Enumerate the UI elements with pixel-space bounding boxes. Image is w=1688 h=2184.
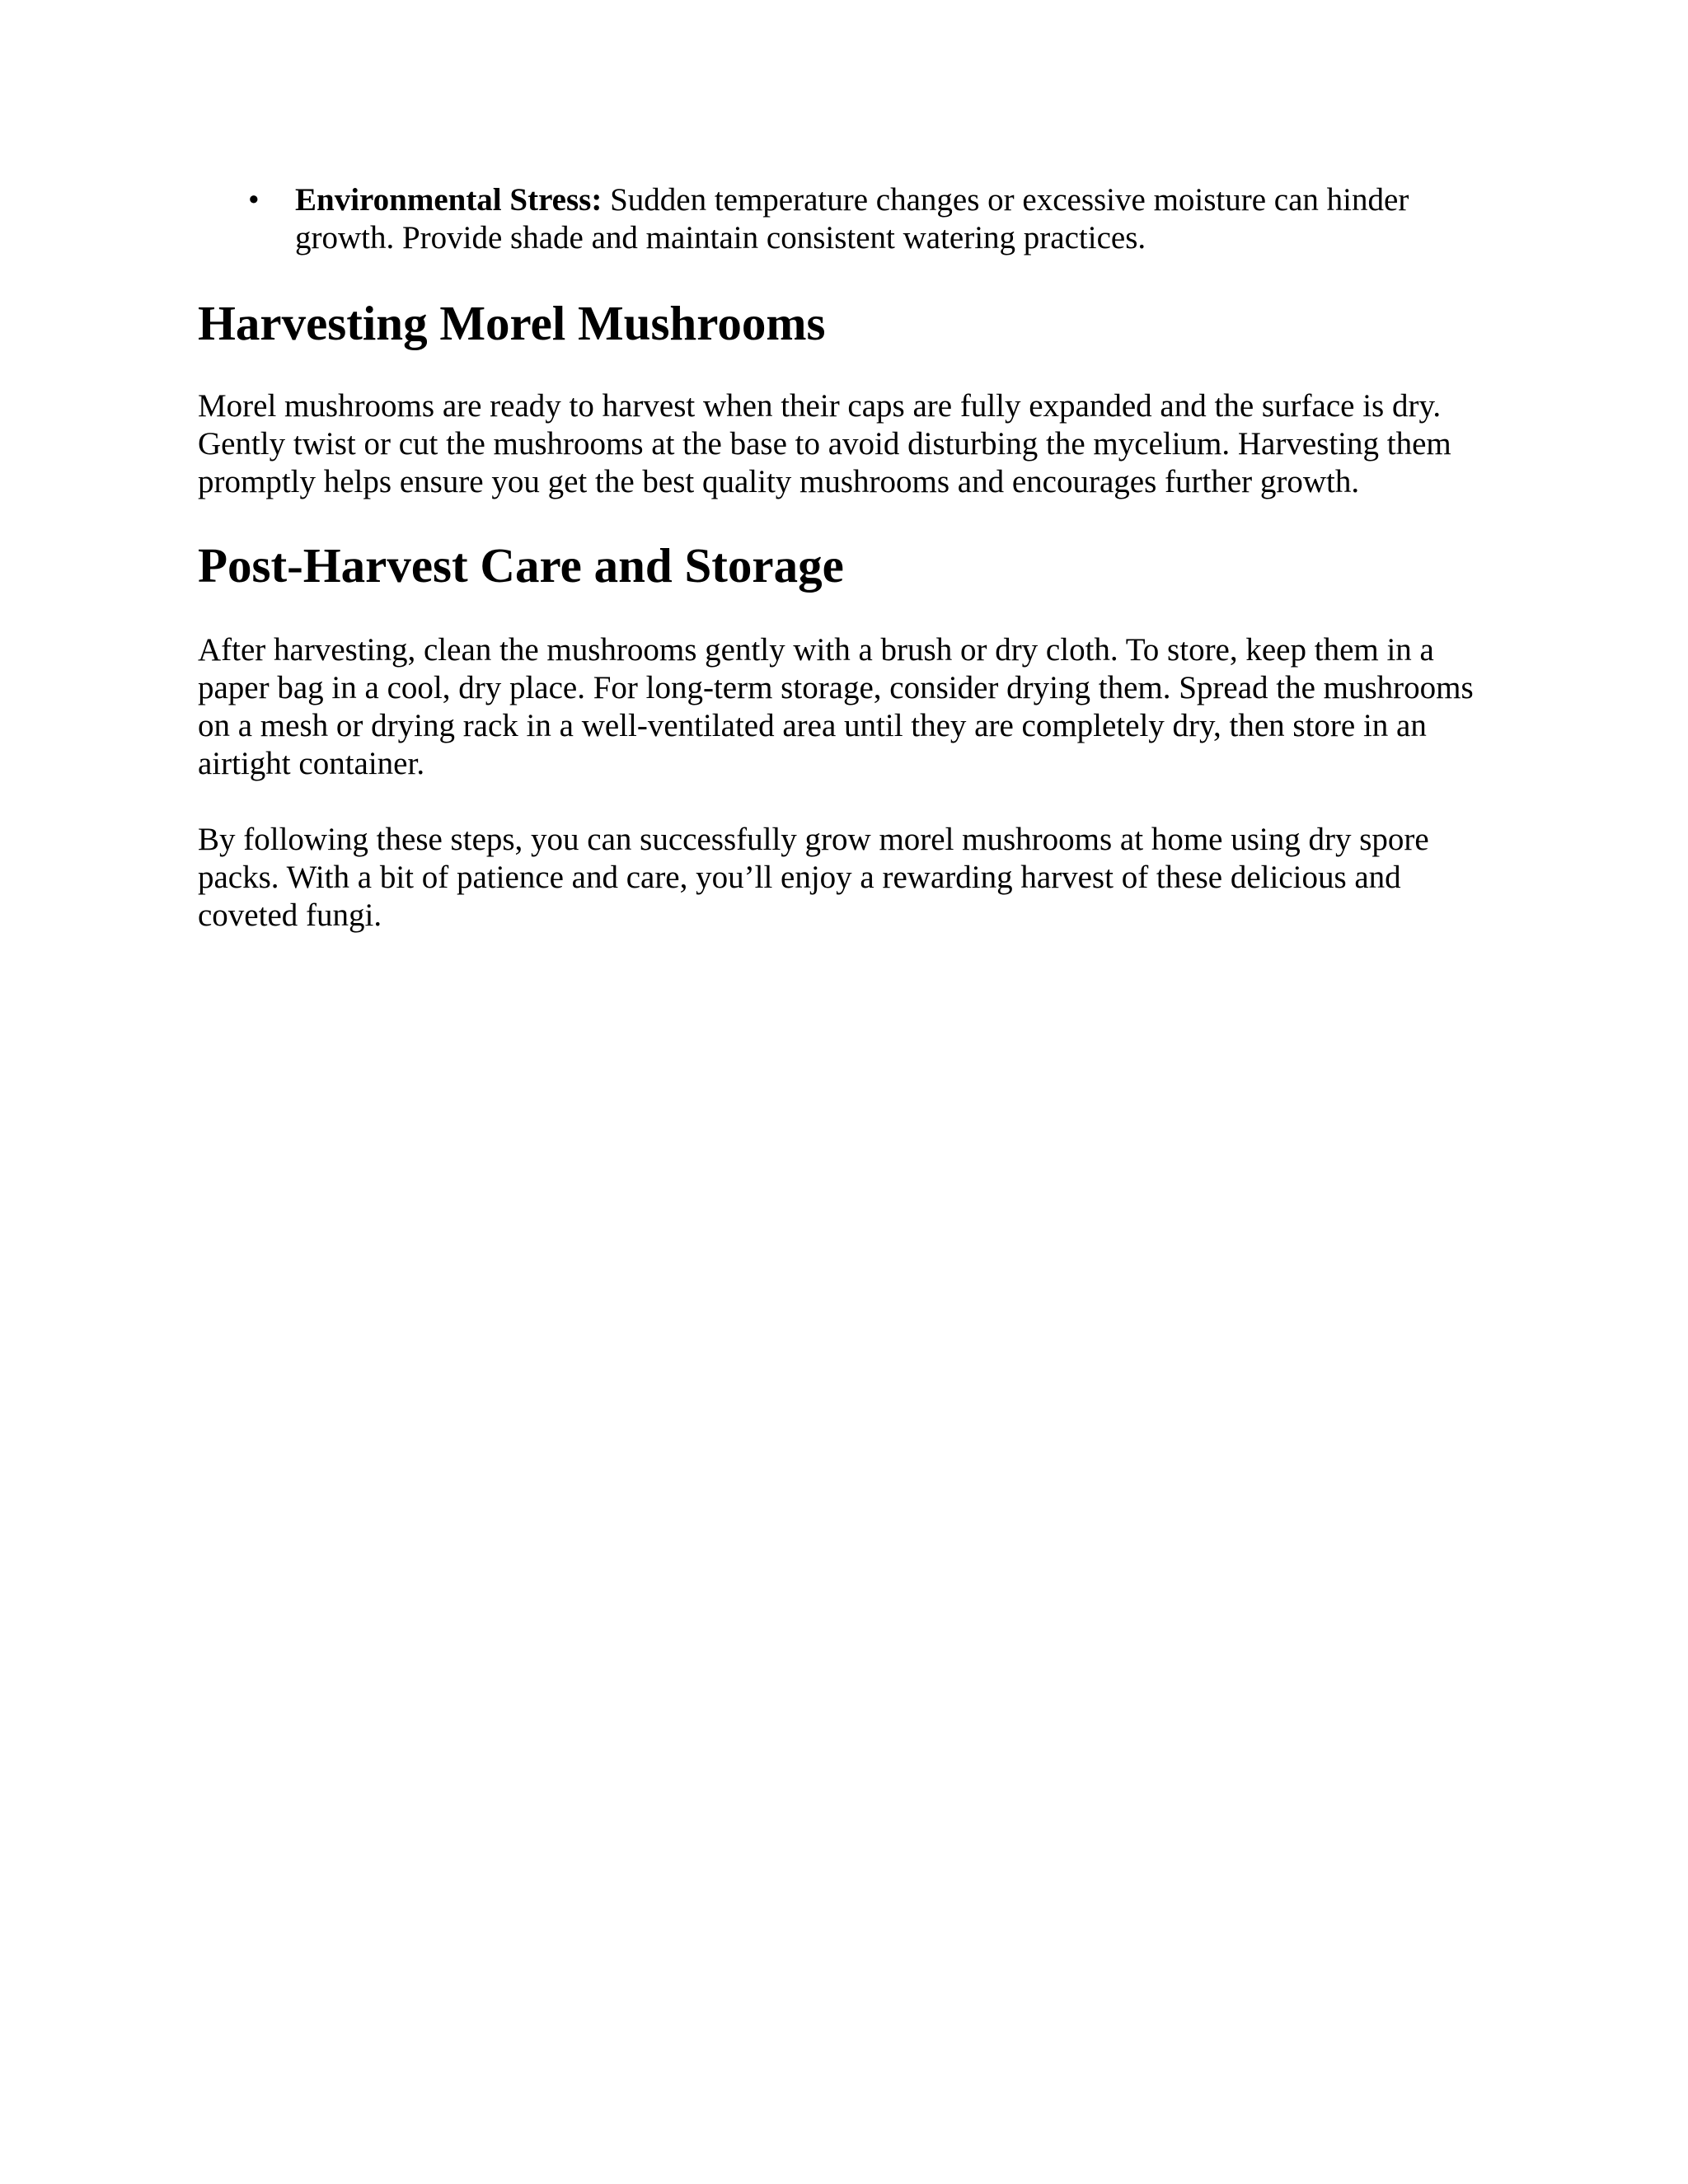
bullet-text: Sudden temperature changes or excessive moisture can hinder growth. Provide shade and maintain consistent watering practices. xyxy=(295,182,1409,255)
paragraph-harvesting: Morel mushrooms are ready to harvest when their caps are fully expanded and the surface is dry. Gently twist or cut the mushrooms at the base to avoid disturbing the mycelium. Harvesting them promptly helps ensure you get the best quality mushrooms and encourages further growth. xyxy=(198,388,1451,499)
bullet-list xyxy=(198,181,1500,257)
paragraph-conclusion: By following these steps, you can successfully grow morel mushrooms at home using dry spore packs. With a bit of patience and care, you’ll enjoy a rewarding harvest of these delicious and coveted fungi. xyxy=(198,822,1429,933)
bullet-icon: • xyxy=(248,182,260,218)
section-heading-post-harvest: Post-Harvest Care and Storage xyxy=(198,538,844,593)
paragraph-post-harvest: After harvesting, clean the mushrooms gently with a brush or dry cloth. To store, keep them in a paper bag in a cool, dry place. For long-term storage, consider drying them. Spread the mushrooms on a mesh or drying rack in a well-ventilated area until they are completely dry, then store in an airtight container. xyxy=(198,632,1474,781)
list-item xyxy=(198,181,1500,257)
document-page xyxy=(198,181,1500,935)
bullet-term: Environmental Stress: xyxy=(295,182,603,218)
section-heading-harvesting: Harvesting Morel Mushrooms xyxy=(198,296,826,350)
